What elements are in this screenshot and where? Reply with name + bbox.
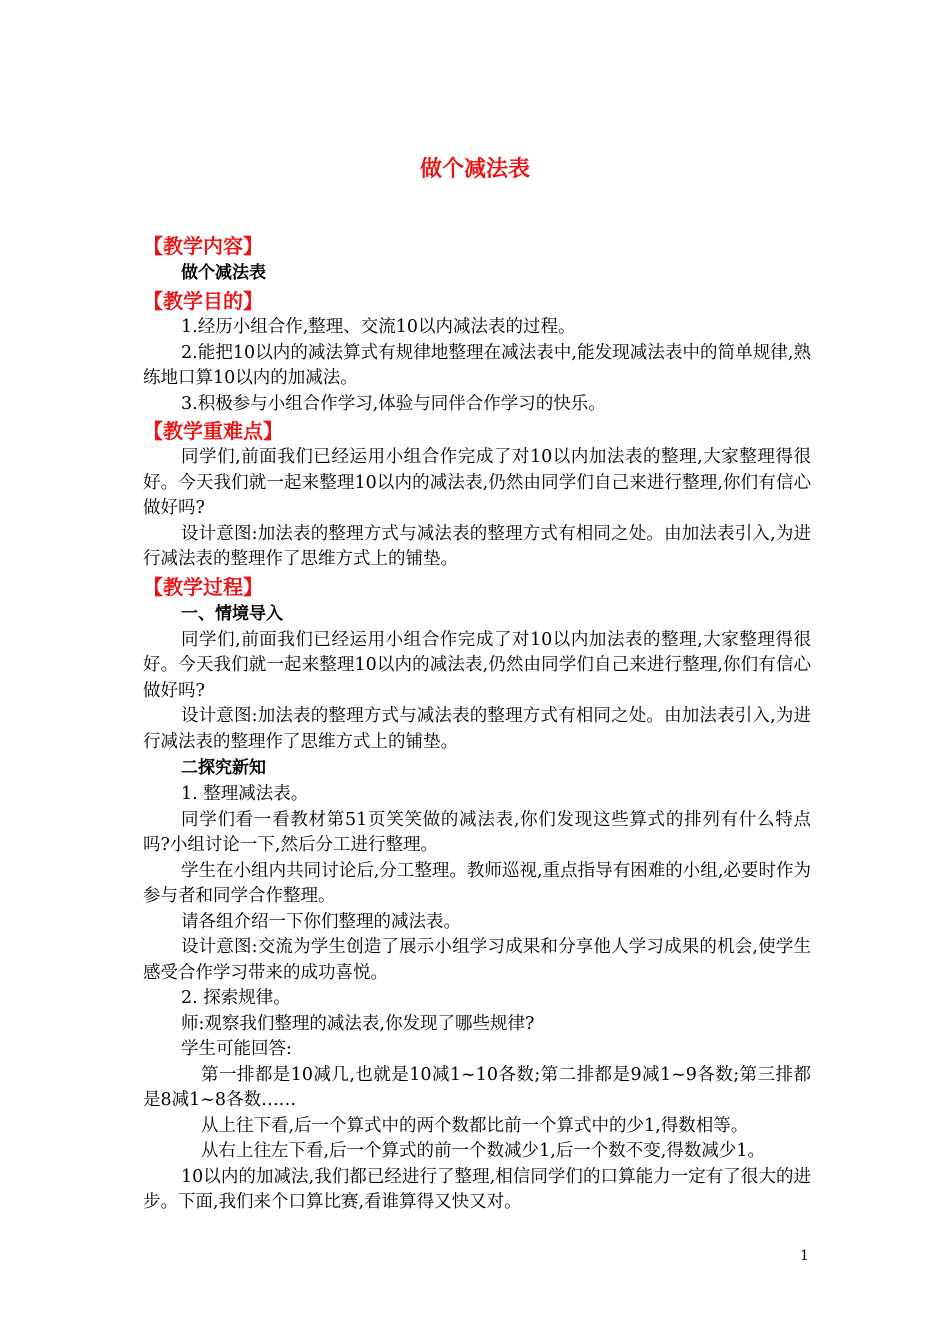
document-title: 做个减法表 (419, 157, 530, 182)
step1-paragraph: 同学们,前面我们已经运用小组合作完成了对10以内加法表的整理,大家整理得很好。今天我们就一起来整理10以内的减法表,仍然由同学们自己来进行整理,你们有信心做好吗? (143, 629, 811, 701)
step2-paragraph: 设计意图:交流为学生创造了展示小组学习成果和分享他人学习成果的机会,使学生感受合作学习带来的成功喜悦。 (143, 937, 811, 983)
section-heading-content: 【教学内容】 (143, 234, 263, 258)
goal-item: 2.能把10以内的减法算式有规律地整理在减法表中,能发现减法表中的简单规律,熟练地口算10以内的加减法。 (143, 342, 811, 388)
step2-paragraph: 同学们看一看教材第51页笑笑做的减法表,你们发现这些算式的排列有什么特点吗?小组讨论一下,然后分工进行整理。 (143, 809, 811, 855)
answer-item: 从上往下看,后一个算式中的两个数都比前一个算式中的少1,得数相等。 (201, 1115, 749, 1136)
closing-paragraph: 10以内的加减法,我们都已经进行了整理,相信同学们的口算能力一定有了很大的进步。下面,我们来个口算比赛,看谁算得又快又对。 (143, 1166, 811, 1212)
section-heading-process: 【教学过程】 (143, 574, 263, 599)
answer-item: 从右上往左下看,后一个算式的前一个数减少1,后一个数不变,得数减少1。 (201, 1141, 765, 1161)
page-number: 1 (800, 1248, 809, 1264)
answer-item: 第一排都是10减几,也就是10减1~10各数;第二排都是9减1~9各数;第三排都是8减1~8各数…… (143, 1064, 811, 1110)
step2-paragraph: 请各组介绍一下你们整理的减法表。 (181, 911, 461, 932)
section-heading-key-points: 【教学重难点】 (143, 419, 283, 443)
step2-paragraph: 师:观察我们整理的减法表,你发现了哪些规律? (181, 1013, 535, 1034)
step2-heading: 二探究新知 (181, 758, 266, 778)
step2-paragraph: 学生在小组内共同讨论后,分工整理。教师巡视,重点指导有困难的小组,必要时作为参与者和同学合作整理。 (143, 860, 811, 906)
step1-paragraph: 设计意图:加法表的整理方式与减法表的整理方式有相同之处。由加法表引入,为进行减法表的整理作了思维方式上的铺垫。 (143, 706, 811, 752)
key-paragraph: 设计意图:加法表的整理方式与减法表的整理方式有相同之处。由加法表引入,为进行减法表的整理作了思维方式上的铺垫。 (143, 523, 811, 569)
goal-item: 3.积极参与小组合作学习,体验与同伴合作学习的快乐。 (181, 393, 606, 414)
content-text: 做个减法表 (181, 263, 266, 283)
step2-paragraph: 2. 探索规律。 (181, 988, 291, 1008)
goal-item: 1.经历小组合作,整理、交流10以内减法表的过程。 (181, 317, 576, 337)
step2-paragraph: 1. 整理减法表。 (181, 784, 309, 804)
step2-paragraph: 学生可能回答: (181, 1039, 292, 1059)
section-heading-goals: 【教学目的】 (143, 289, 263, 313)
step1-heading: 一、情境导入 (181, 603, 283, 624)
document-body (143, 232, 811, 1216)
key-paragraph: 同学们,前面我们已经运用小组合作完成了对10以内加法表的整理,大家整理得很好。今天我们就一起来整理10以内的减法表,仍然由同学们自己来进行整理,你们有信心做好吗? (143, 447, 811, 518)
